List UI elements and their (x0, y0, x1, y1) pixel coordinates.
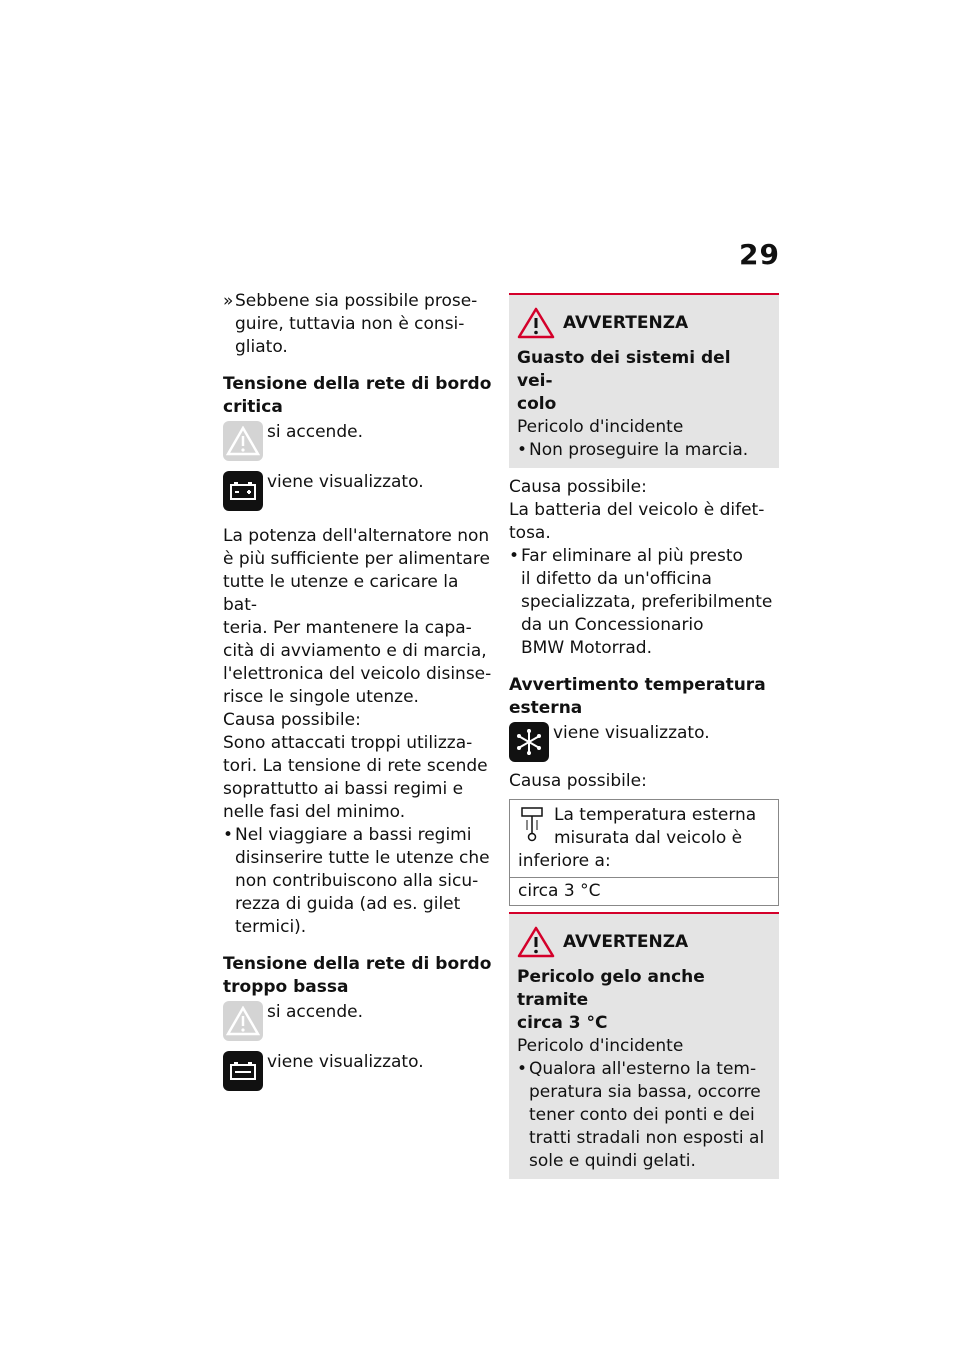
text-line: peratura sia bassa, occorre (529, 1082, 761, 1102)
title-line: troppo bassa (223, 977, 349, 997)
warning-label: AVVERTENZA (563, 931, 689, 952)
title-line: circa 3 °C (517, 1013, 608, 1033)
text-line: specializzata, preferibilmente (521, 592, 773, 612)
text-line: non contribuiscono alla sicu- (235, 871, 479, 891)
warning-triangle-icon (223, 1001, 263, 1041)
icon-row (223, 471, 493, 511)
title-line: Tensione della rete di bordo (223, 374, 492, 394)
icon-caption: si accende. (267, 422, 363, 442)
cause-label: Causa possibile: (509, 771, 647, 791)
text-line: Sebbene sia possibile prose- (235, 291, 478, 311)
title-line: Pericolo gelo anche tramite (517, 967, 705, 1010)
text-line: cità di avviamento e di marcia, (223, 641, 487, 661)
continuation-marker: » (223, 291, 234, 311)
text-line: tener conto dei ponti e dei (529, 1105, 755, 1125)
bullet-marker: • (517, 440, 528, 460)
title-line: critica (223, 397, 283, 417)
cause-label: Causa possibile: (509, 477, 647, 497)
text-line: tutte le utenze e caricare la bat- (223, 572, 459, 615)
text-line: è più sufficiente per alimentare (223, 549, 490, 569)
text-line: risce le singole utenze. (223, 687, 419, 707)
bullet-item (509, 545, 779, 660)
title-line: Tensione della rete di bordo (223, 954, 492, 974)
battery-charge-icon (223, 471, 263, 511)
continuation-text (223, 290, 493, 359)
table-value-cell: circa 3 °C (518, 881, 601, 901)
text-line: misurata dal veicolo è (554, 828, 743, 848)
danger-text: Pericolo d'incidente (517, 417, 684, 437)
text-line: Nel viaggiare a bassi regimi (235, 825, 472, 845)
paragraph (223, 525, 493, 709)
icon-caption: viene visualizzato. (267, 472, 424, 492)
text-line: il difetto da un'officina (521, 569, 712, 589)
cause-text (223, 732, 493, 824)
text-line: termici). (235, 917, 307, 937)
text-line: Non proseguire la marcia. (529, 440, 749, 460)
snowflake-icon (509, 722, 549, 762)
warning-triangle-icon (517, 926, 555, 958)
temperature-table (509, 799, 779, 906)
table-header-content (518, 804, 770, 850)
table-header-cell (510, 800, 778, 878)
icon-row (223, 1001, 493, 1041)
text-line: La batteria del veicolo è difet- (509, 500, 765, 520)
text-line: disinserire tutte le utenze che (235, 848, 490, 868)
text-line: La temperatura esterna (554, 805, 757, 825)
icon-row (223, 421, 493, 461)
warning-title (517, 966, 771, 1035)
bullet-marker: • (509, 546, 520, 566)
text-line: rezza di guida (ad es. gilet (235, 894, 461, 914)
text-line: guire, tuttavia non è consi- (235, 314, 465, 334)
warning-box-frost (509, 912, 779, 1179)
text-line: nelle fasi del minimo. (223, 802, 406, 822)
text-line: sole e quindi gelati. (529, 1151, 696, 1171)
thermometer-icon (518, 804, 546, 842)
bullet-marker: • (223, 825, 234, 845)
text-line: soprattutto ai bassi regimi e (223, 779, 464, 799)
cause-block (509, 476, 779, 545)
text-line: l'elettronica del veicolo disinse- (223, 664, 492, 684)
text-line: La potenza dell'alternatore non (223, 526, 490, 546)
text-line: tori. La tensione di rete scende (223, 756, 488, 776)
bullet-item (517, 439, 771, 462)
icon-caption: viene visualizzato. (553, 723, 710, 743)
warning-triangle-icon (517, 307, 555, 339)
section-title-outside-temp (509, 674, 779, 720)
text-line: Far eliminare al più presto (521, 546, 743, 566)
text-line: tosa. (509, 523, 551, 543)
text-line: Qualora all'esterno la tem- (529, 1059, 757, 1079)
page-number: 29 (739, 238, 780, 271)
title-line: colo (517, 394, 557, 414)
warning-header (517, 926, 771, 958)
warning-triangle-icon (223, 421, 263, 461)
section-title-low-voltage (223, 953, 493, 999)
warning-box-vehicle-fault (509, 293, 779, 468)
danger-text: Pericolo d'incidente (517, 1036, 684, 1056)
text-line: BMW Motorrad. (521, 638, 652, 658)
text-line: tratti stradali non esposti al (529, 1128, 765, 1148)
text-line: gliato. (235, 337, 288, 357)
cause-label: Causa possibile: (223, 710, 361, 730)
title-line: Guasto dei sistemi del vei- (517, 348, 731, 391)
icon-row (223, 1051, 493, 1091)
right-column (509, 293, 779, 1179)
icon-caption: viene visualizzato. (267, 1052, 424, 1072)
text-line: da un Concessionario (521, 615, 704, 635)
text-line: inferiore a: (518, 851, 611, 871)
text-line: Sono attaccati troppi utilizza- (223, 733, 473, 753)
bullet-item (517, 1058, 771, 1173)
warning-title (517, 347, 771, 416)
warning-label: AVVERTENZA (563, 312, 689, 333)
section-title-critical-voltage (223, 373, 493, 419)
title-line: Avvertimento temperatura (509, 675, 766, 695)
icon-row (509, 722, 779, 762)
bullet-item (223, 824, 493, 939)
warning-header (517, 307, 771, 339)
icon-caption: si accende. (267, 1002, 363, 1022)
text-line: teria. Per mantenere la capa- (223, 618, 472, 638)
bullet-marker: • (517, 1059, 528, 1079)
title-line: esterna (509, 698, 583, 718)
left-column (223, 290, 493, 1091)
battery-icon (223, 1051, 263, 1091)
